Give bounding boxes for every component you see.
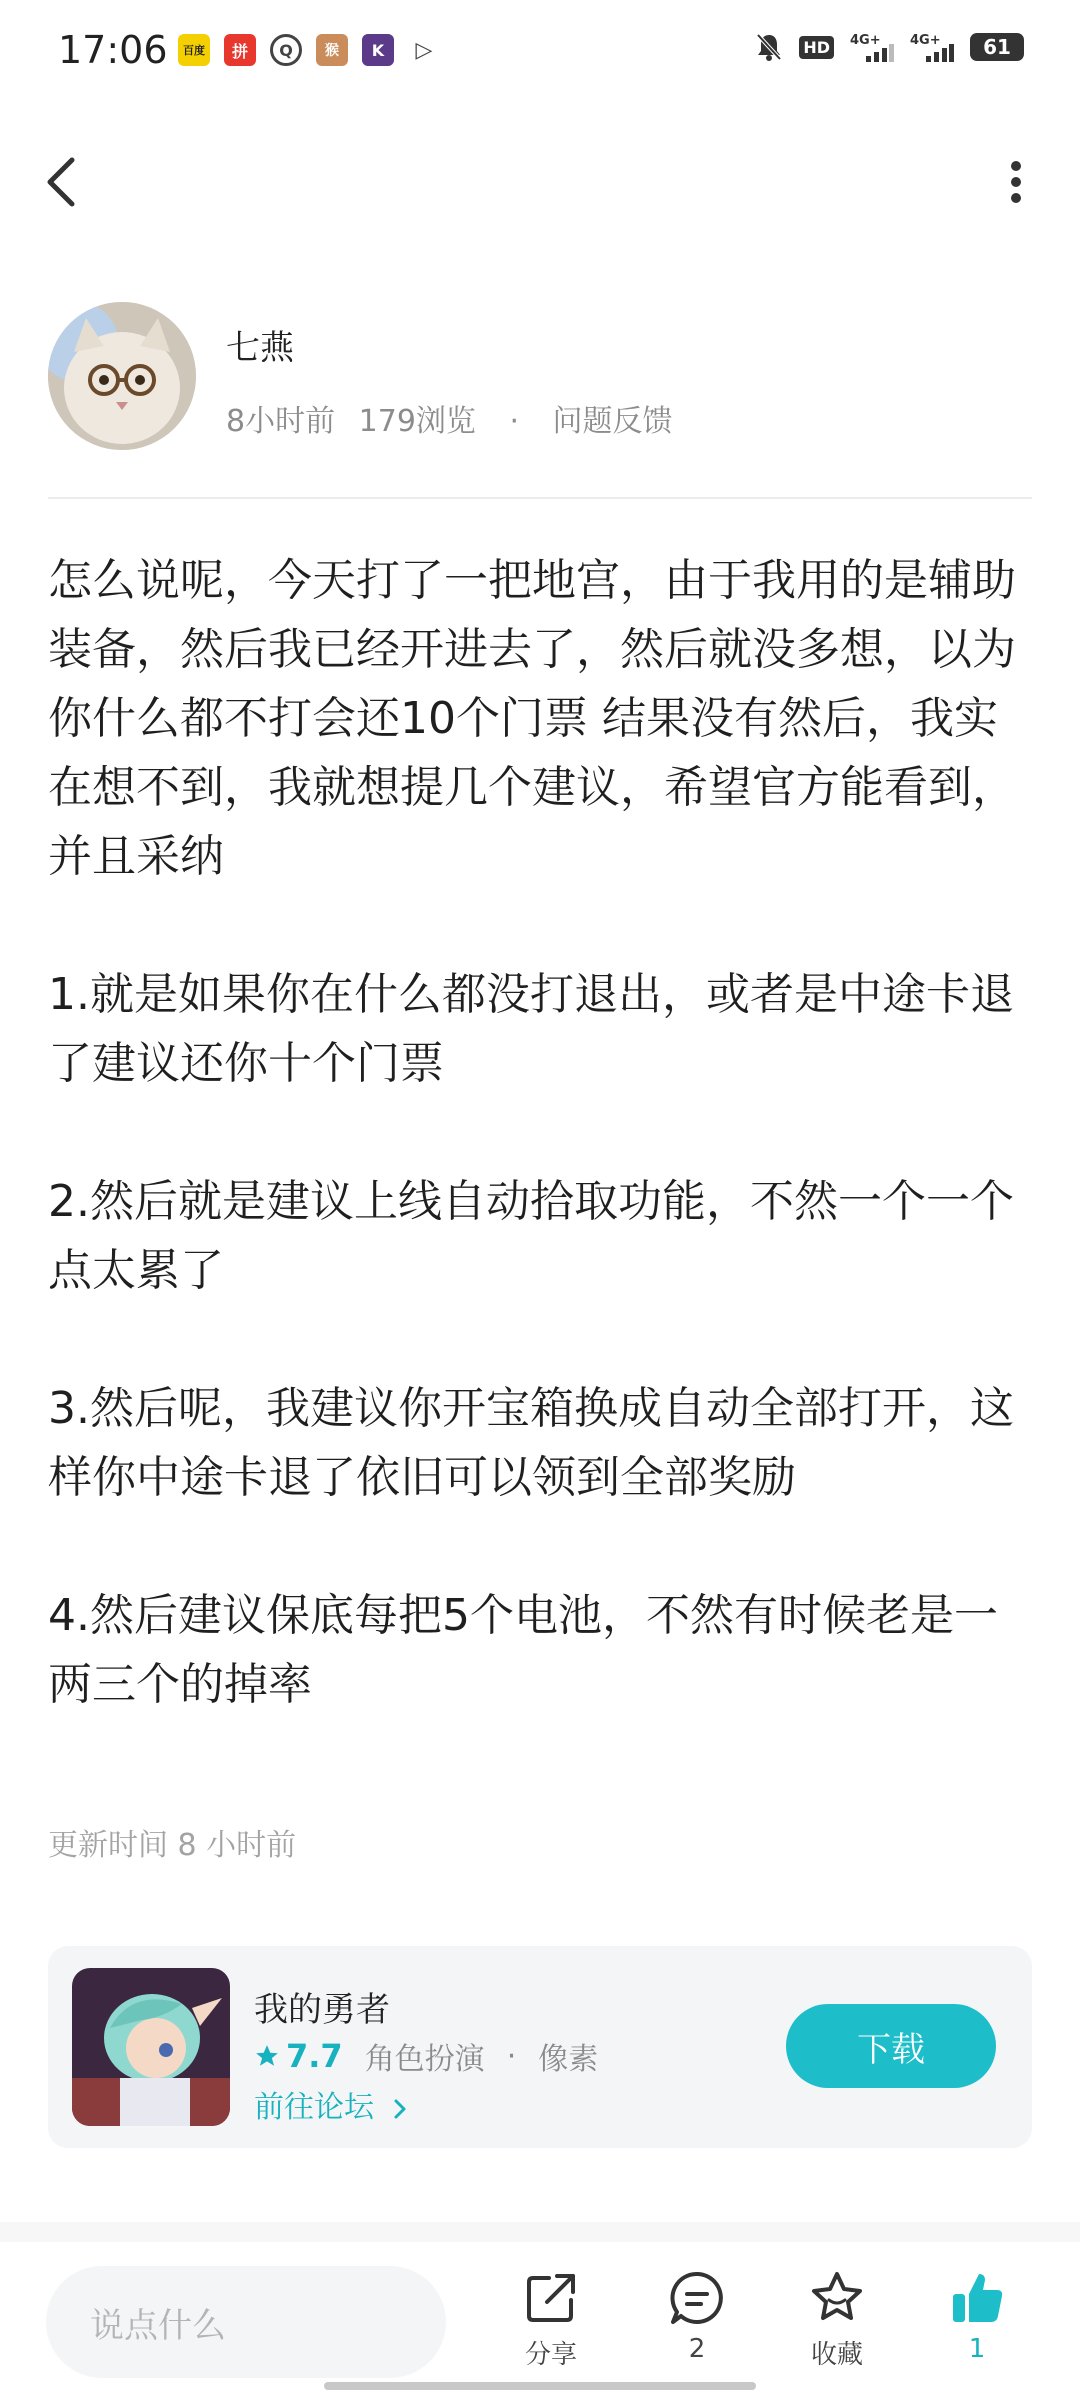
chevron-left-icon <box>36 150 92 214</box>
author-name[interactable]: 七燕 <box>226 328 294 368</box>
like-button[interactable] <box>922 2268 1032 2364</box>
post-category[interactable]: 问题反馈 <box>552 404 673 439</box>
view-count: 179浏览 <box>358 404 476 439</box>
more-options-button[interactable] <box>988 150 1044 214</box>
game-name[interactable]: 我的勇者 <box>254 1990 390 2030</box>
update-time: 更新时间 8 小时前 <box>48 1828 297 1863</box>
svg-text:4G+: 4G+ <box>850 33 881 48</box>
q-app-icon: Q <box>270 34 302 66</box>
comment-placeholder: 说点什么 <box>90 2305 226 2346</box>
share-icon <box>521 2268 581 2328</box>
thumbs-up-icon <box>947 2268 1007 2328</box>
game-style: 像素 <box>538 2042 599 2077</box>
mute-bell-icon <box>755 32 783 62</box>
header-divider <box>48 497 1032 499</box>
game-rating: 7.7 <box>286 2037 343 2075</box>
post-content <box>48 546 1038 1719</box>
favorite-star-icon <box>807 2268 867 2328</box>
comment-input[interactable] <box>46 2266 446 2378</box>
game-card[interactable] <box>48 1946 1032 2148</box>
baidu-app-icon: 百度 <box>178 34 210 66</box>
post-time: 8小时前 <box>226 404 336 439</box>
status-time: 17:06 <box>58 28 168 72</box>
comment-count: 2 <box>688 2334 706 2364</box>
video-app-icon: ▷ <box>408 34 440 66</box>
comment-icon <box>667 2268 727 2328</box>
svg-text:4G+: 4G+ <box>910 33 941 48</box>
more-vertical-icon <box>988 150 1044 214</box>
status-bar <box>0 0 1080 100</box>
back-button[interactable] <box>36 150 92 214</box>
notification-icons <box>178 34 440 66</box>
signal-4g-icon <box>850 32 894 62</box>
home-indicator[interactable] <box>324 2382 756 2390</box>
forum-link-label: 前往论坛 <box>254 2090 374 2125</box>
pinduoduo-app-icon: 拼 <box>224 34 256 66</box>
cat-avatar-icon <box>48 302 196 450</box>
game-thumbnail[interactable] <box>72 1968 230 2126</box>
hd-icon: HD <box>799 36 834 59</box>
battery-icon: 61 <box>970 33 1024 61</box>
star-icon <box>254 2043 280 2069</box>
post-paragraph: 2.然后就是建议上线自动拾取功能，不然一个一个点太累了 <box>48 1176 1014 1296</box>
favorite-label: 收藏 <box>810 2340 863 2370</box>
post-paragraph: 怎么说呢，今天打了一把地宫，由于我用的是辅助装备，然后我已经开进去了，然后就没多想，以为你什么都不打会还10个门票 结果没有然后，我实在想不到，我就想提几个建议，希望官方能看到，并且采纳 <box>48 555 1016 882</box>
signal-4g-icon-2 <box>910 32 954 62</box>
post-paragraph: 1.就是如果你在什么都没打退出，或者是中途卡退了建议还你十个门票 <box>48 969 1014 1089</box>
share-button[interactable] <box>496 2268 606 2371</box>
monkey-app-icon: 猴 <box>316 34 348 66</box>
game-genre: 角色扮演 <box>364 2042 485 2077</box>
download-button[interactable]: 下载 <box>786 2004 996 2088</box>
chevron-right-icon <box>390 2097 410 2121</box>
game-meta <box>254 2034 598 2078</box>
author-avatar[interactable] <box>48 302 196 450</box>
post-paragraph: 3.然后呢，我建议你开宝箱换成自动全部打开，这样你中途卡退了依旧可以领到全部奖励 <box>48 1383 1014 1503</box>
system-icons <box>755 32 1024 62</box>
favorite-button[interactable] <box>782 2268 892 2371</box>
k-app-icon: K <box>362 34 394 66</box>
comment-button[interactable] <box>642 2268 752 2364</box>
game-character-icon <box>72 1968 230 2126</box>
share-label: 分享 <box>524 2340 577 2370</box>
bottom-separator <box>0 2222 1080 2242</box>
post-paragraph: 4.然后建议保底每把5个电池，不然有时候老是一两三个的掉率 <box>48 1590 998 1710</box>
meta-separator: · <box>509 404 519 439</box>
post-meta <box>226 396 687 440</box>
forum-link[interactable] <box>254 2082 410 2126</box>
game-meta-separator: · <box>506 2038 517 2074</box>
like-count: 1 <box>968 2334 986 2364</box>
